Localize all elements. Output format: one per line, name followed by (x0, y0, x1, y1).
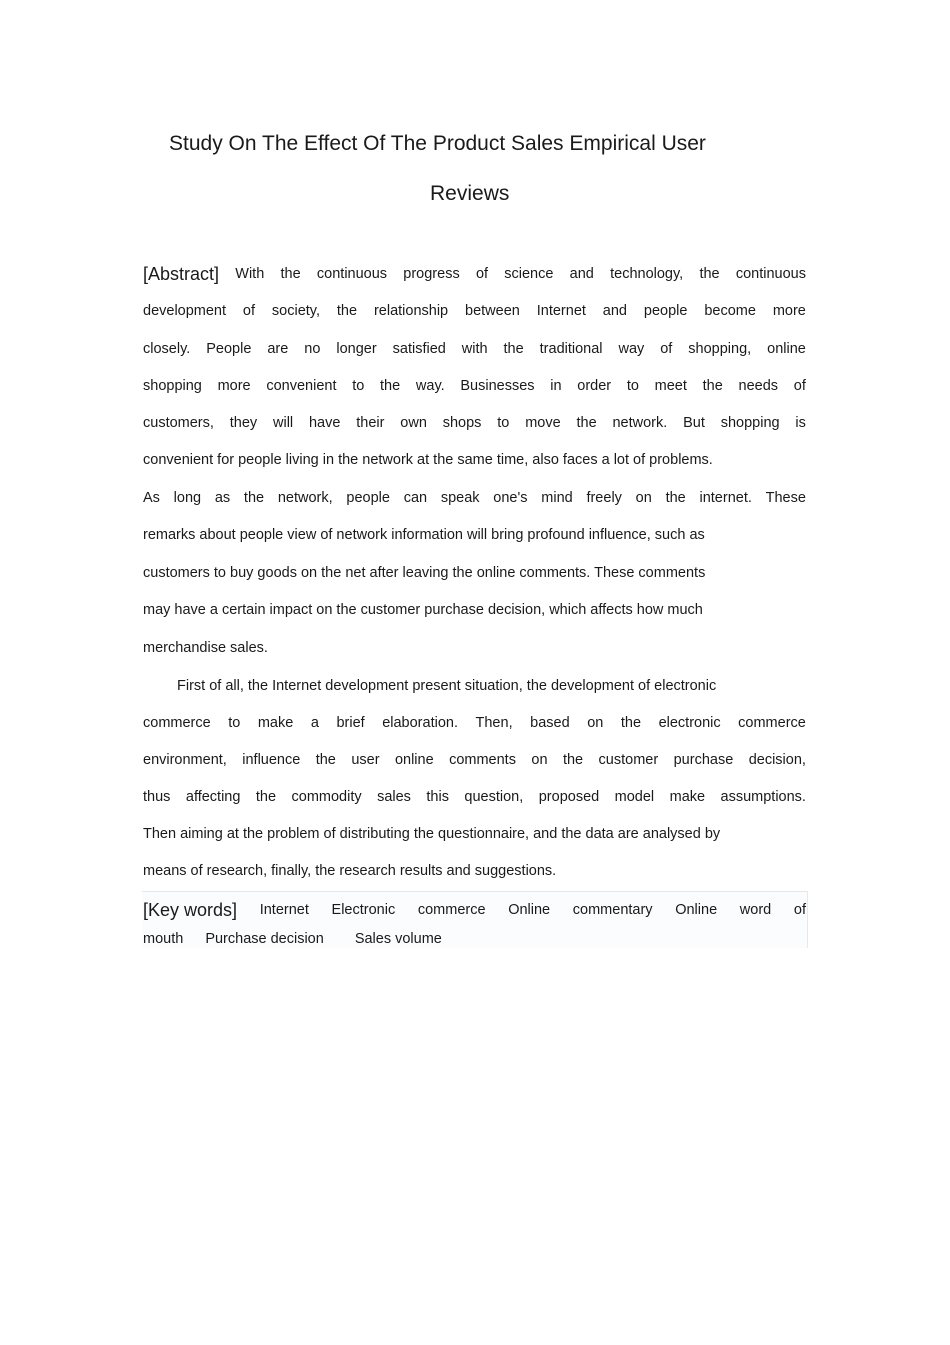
keyword: Sales volume (354, 931, 442, 947)
word: commerce (738, 715, 806, 731)
word: purchase (673, 752, 734, 768)
word: continuous (735, 266, 806, 282)
word: can (403, 490, 428, 506)
word: longer (336, 341, 377, 357)
word: based (530, 715, 570, 731)
word: elaboration. (382, 715, 458, 731)
word: internet. (699, 490, 752, 506)
word: the (562, 752, 584, 768)
word: of (793, 902, 806, 918)
word: thus (143, 789, 171, 805)
word: online (394, 752, 434, 768)
word: to (228, 715, 241, 731)
word: Businesses (460, 378, 535, 394)
abstract-line: convenient for people living in the network at the same time, also faces a lot of problems. (143, 452, 713, 468)
word: way. (415, 378, 445, 394)
word: is (795, 415, 806, 431)
word: comments (449, 752, 516, 768)
word: relationship (373, 303, 449, 319)
word: will (273, 415, 294, 431)
word: Internet (259, 902, 309, 918)
word: environment, (143, 752, 227, 768)
word: the (702, 378, 723, 394)
word: no (304, 341, 321, 357)
word: shopping (720, 415, 780, 431)
word: word (739, 902, 772, 918)
word: customers, (143, 415, 214, 431)
word: shopping, (688, 341, 752, 357)
word: make (669, 789, 706, 805)
word: the (243, 490, 265, 506)
word: with (461, 341, 488, 357)
word: proposed (538, 789, 600, 805)
word: shops (442, 415, 482, 431)
word: the (503, 341, 524, 357)
word: on (587, 715, 604, 731)
word: one's (493, 490, 528, 506)
word: of (242, 303, 256, 319)
word: freely (586, 490, 622, 506)
word: assumptions. (720, 789, 806, 805)
word: have (308, 415, 341, 431)
word: electronic (658, 715, 721, 731)
word: progress (403, 266, 460, 282)
word: sales (377, 789, 411, 805)
abstract-line (143, 750, 806, 770)
word: commerce (143, 715, 211, 731)
word: of (660, 341, 673, 357)
word: commentary (572, 902, 653, 918)
keyword: mouth (143, 931, 184, 947)
word: These (765, 490, 806, 506)
abstract-line: means of research, finally, the research results and suggestions. (143, 863, 557, 879)
abstract-line: Then aiming at the problem of distributing the questionnaire, and the data are analysed by (143, 826, 721, 842)
word: the (315, 752, 336, 768)
keyword: Purchase decision (205, 931, 324, 947)
word: long (173, 490, 202, 506)
keywords-line-2 (143, 929, 442, 949)
abstract-line (143, 413, 806, 433)
word: in (550, 378, 562, 394)
word: on (635, 490, 652, 506)
word: the (336, 303, 358, 319)
abstract-line (143, 264, 806, 284)
word: mind (541, 490, 573, 506)
word: more (217, 378, 251, 394)
word: the (380, 378, 401, 394)
word: and (569, 266, 594, 282)
word: commerce (417, 902, 486, 918)
word: As (143, 490, 160, 506)
word: between (465, 303, 520, 319)
word: convenient (266, 378, 337, 394)
abstract-line (143, 301, 806, 321)
keywords-label: [Key words] (143, 900, 238, 920)
word: speak (440, 490, 480, 506)
abstract-line: merchandise sales. (143, 640, 268, 656)
word: model (614, 789, 655, 805)
abstract-line (143, 713, 806, 733)
word: Electronic (331, 902, 396, 918)
word: they (229, 415, 258, 431)
word: needs (738, 378, 779, 394)
abstract-line: may have a certain impact on the customer purchase decision, which affects how much (143, 602, 703, 618)
word: this (426, 789, 449, 805)
paper-title-line-2: Reviews (430, 182, 510, 205)
word: own (400, 415, 427, 431)
word: customer (598, 752, 659, 768)
word: Internet (536, 303, 586, 319)
word: closely. (143, 341, 191, 357)
word: the (280, 266, 301, 282)
word: way (618, 341, 645, 357)
word: question, (464, 789, 524, 805)
word: user (351, 752, 380, 768)
word: to (497, 415, 510, 431)
word: Then, (475, 715, 513, 731)
word: shopping (143, 378, 202, 394)
word: people (643, 303, 688, 319)
abstract-line (143, 339, 806, 359)
word: to (626, 378, 639, 394)
word: a (310, 715, 319, 731)
word: the (620, 715, 642, 731)
word: Online (508, 902, 551, 918)
word: influence (242, 752, 301, 768)
word: continuous (316, 266, 388, 282)
word: move (525, 415, 561, 431)
word: brief (336, 715, 365, 731)
word: to (352, 378, 365, 394)
abstract-line: customers to buy goods on the net after leaving the online comments. These comments (143, 565, 706, 581)
word: satisfied (392, 341, 446, 357)
word: people (346, 490, 390, 506)
word: technology, (610, 266, 684, 282)
word: of (793, 378, 806, 394)
word: With (235, 266, 265, 282)
word: development (143, 303, 227, 319)
word: the (255, 789, 277, 805)
word: and (602, 303, 627, 319)
word: online (767, 341, 806, 357)
word: become (704, 303, 756, 319)
keywords-line-1 (143, 900, 806, 920)
word: society, (271, 303, 320, 319)
abstract-line: First of all, the Internet development present situation, the development of electronic (177, 678, 717, 694)
word: decision, (748, 752, 806, 768)
word: are (267, 341, 289, 357)
word: But (683, 415, 705, 431)
word: traditional (539, 341, 603, 357)
word: People (206, 341, 252, 357)
abstract-label: [Abstract] (143, 264, 220, 284)
paper-title-line-1: Study On The Effect Of The Product Sales Empirical User (169, 132, 706, 155)
word: commodity (291, 789, 362, 805)
word: network, (277, 490, 333, 506)
word: Online (675, 902, 718, 918)
word: the (665, 490, 686, 506)
word: on (531, 752, 548, 768)
word: more (772, 303, 806, 319)
word: make (257, 715, 294, 731)
word: affecting (185, 789, 241, 805)
abstract-line (143, 787, 806, 807)
abstract-line (143, 488, 806, 508)
word: as (214, 490, 231, 506)
abstract-line (143, 376, 806, 396)
word: the (576, 415, 597, 431)
word: order (577, 378, 612, 394)
word: network. (612, 415, 668, 431)
word: science (504, 266, 554, 282)
word: their (356, 415, 385, 431)
abstract-line: remarks about people view of network information will bring profound influence, such as (143, 527, 705, 543)
word: of (475, 266, 489, 282)
word: meet (654, 378, 687, 394)
word: the (699, 266, 720, 282)
